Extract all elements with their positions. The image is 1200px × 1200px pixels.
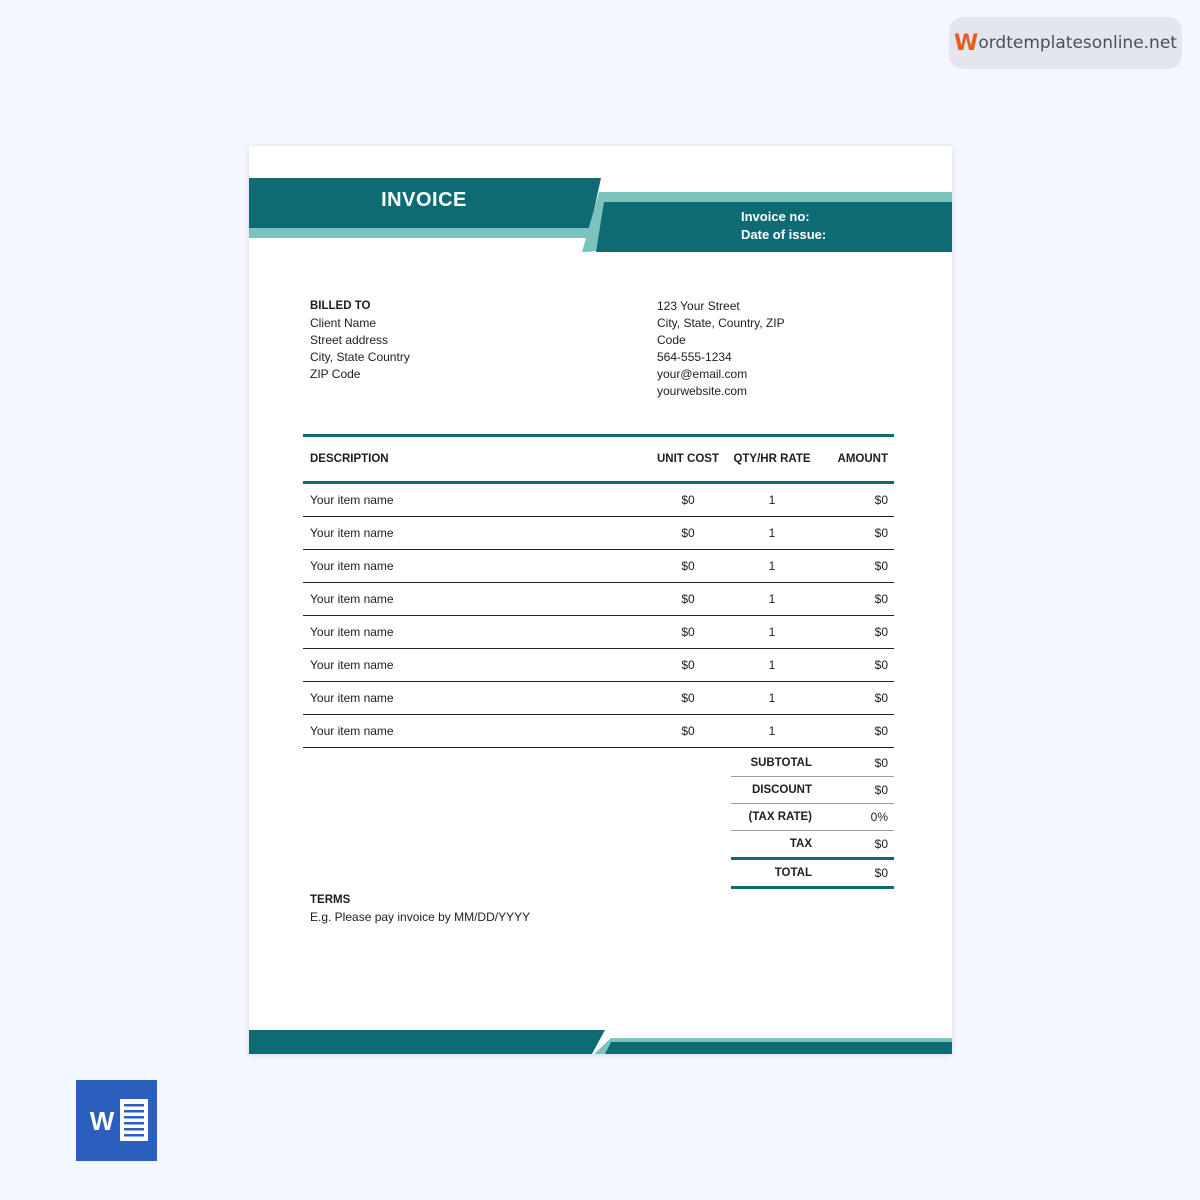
tax-rate-label: (TAX RATE) <box>748 811 812 823</box>
invoice-no-label: Invoice no: <box>741 209 810 224</box>
watermark-initial: W <box>954 30 979 56</box>
terms-block <box>310 892 530 926</box>
billed-to-heading: BILLED TO <box>310 300 371 312</box>
sender-line: yourwebsite.com <box>657 384 748 398</box>
cell-unit-cost: $0 <box>681 691 695 705</box>
totals-block <box>731 750 894 889</box>
discount-label: DISCOUNT <box>751 784 812 796</box>
cell-amount: $0 <box>874 691 888 705</box>
cell-qty: 1 <box>768 625 776 639</box>
cell-qty: 1 <box>768 658 776 672</box>
cell-qty: 1 <box>768 559 776 573</box>
cell-description: Your item name <box>310 493 394 507</box>
sender-line: 564-555-1234 <box>657 350 732 364</box>
cell-unit-cost: $0 <box>681 493 695 507</box>
top-left-light-stripe <box>249 228 601 238</box>
subtotal-value: $0 <box>874 756 888 770</box>
table-row <box>303 682 894 715</box>
date-of-issue-label: Date of issue: <box>741 227 827 242</box>
billed-line: Street address <box>310 333 389 347</box>
discount-value: $0 <box>874 783 888 797</box>
bottom-right-banner <box>605 1042 952 1054</box>
total-value: $0 <box>874 866 888 880</box>
subtotal-row <box>731 750 894 776</box>
invoice-meta <box>741 208 826 244</box>
cell-unit-cost: $0 <box>681 625 695 639</box>
cell-description: Your item name <box>310 625 394 639</box>
table-row <box>303 616 894 649</box>
cell-amount: $0 <box>874 592 888 606</box>
sender-block <box>657 298 807 400</box>
table-row <box>303 715 894 748</box>
table-row <box>303 649 894 682</box>
bottom-left-banner <box>249 1030 605 1054</box>
billed-to-block <box>310 298 410 383</box>
terms-text: E.g. Please pay invoice by MM/DD/YYYY <box>310 910 531 924</box>
cell-description: Your item name <box>310 559 394 573</box>
cell-amount: $0 <box>874 625 888 639</box>
invoice-page <box>249 146 952 1054</box>
tax-value: $0 <box>874 837 888 851</box>
cell-unit-cost: $0 <box>681 526 695 540</box>
total-label: TOTAL <box>774 867 812 879</box>
cell-unit-cost: $0 <box>681 724 695 738</box>
discount-row <box>731 777 894 803</box>
cell-qty: 1 <box>768 493 776 507</box>
watermark-badge <box>949 17 1182 69</box>
watermark-text: ordtemplatesonline.net <box>978 33 1177 53</box>
cell-description: Your item name <box>310 592 394 606</box>
billed-line: ZIP Code <box>310 367 361 381</box>
tax-rate-value: 0% <box>870 810 888 824</box>
billed-line: Client Name <box>310 316 377 330</box>
terms-heading: TERMS <box>310 894 351 906</box>
items-table <box>303 434 894 748</box>
subtotal-label: SUBTOTAL <box>750 757 812 769</box>
header-qty-rate: QTY/HR RATE <box>733 453 811 465</box>
table-row <box>303 583 894 616</box>
header-unit-cost: UNIT COST <box>657 453 719 465</box>
table-row <box>303 484 894 517</box>
total-bottom-rule <box>731 886 894 889</box>
cell-unit-cost: $0 <box>681 592 695 606</box>
sender-line: your@email.com <box>657 367 748 381</box>
table-row <box>303 550 894 583</box>
invoice-title: INVOICE <box>381 189 467 211</box>
tax-rate-row <box>731 804 894 830</box>
header-amount: AMOUNT <box>837 453 888 465</box>
word-icon-letter: W <box>89 1106 115 1136</box>
sender-line: City, State, Country, ZIP <box>657 316 785 330</box>
header-description: DESCRIPTION <box>310 453 389 465</box>
cell-description: Your item name <box>310 691 394 705</box>
tax-row <box>731 831 894 857</box>
cell-qty: 1 <box>768 724 776 738</box>
table-header <box>303 437 894 481</box>
tax-label: TAX <box>789 838 812 850</box>
cell-qty: 1 <box>768 526 776 540</box>
sender-line: 123 Your Street <box>657 299 740 313</box>
cell-amount: $0 <box>874 559 888 573</box>
word-icon <box>76 1080 157 1161</box>
cell-description: Your item name <box>310 658 394 672</box>
billed-line: City, State Country <box>310 350 410 364</box>
table-row <box>303 517 894 550</box>
total-row <box>731 860 894 886</box>
cell-amount: $0 <box>874 724 888 738</box>
cell-amount: $0 <box>874 658 888 672</box>
cell-qty: 1 <box>768 691 776 705</box>
cell-unit-cost: $0 <box>681 559 695 573</box>
table-body <box>303 484 894 748</box>
sender-line: Code <box>657 333 686 347</box>
cell-qty: 1 <box>768 592 776 606</box>
cell-amount: $0 <box>874 526 888 540</box>
cell-unit-cost: $0 <box>681 658 695 672</box>
cell-amount: $0 <box>874 493 888 507</box>
cell-description: Your item name <box>310 526 394 540</box>
cell-description: Your item name <box>310 724 394 738</box>
